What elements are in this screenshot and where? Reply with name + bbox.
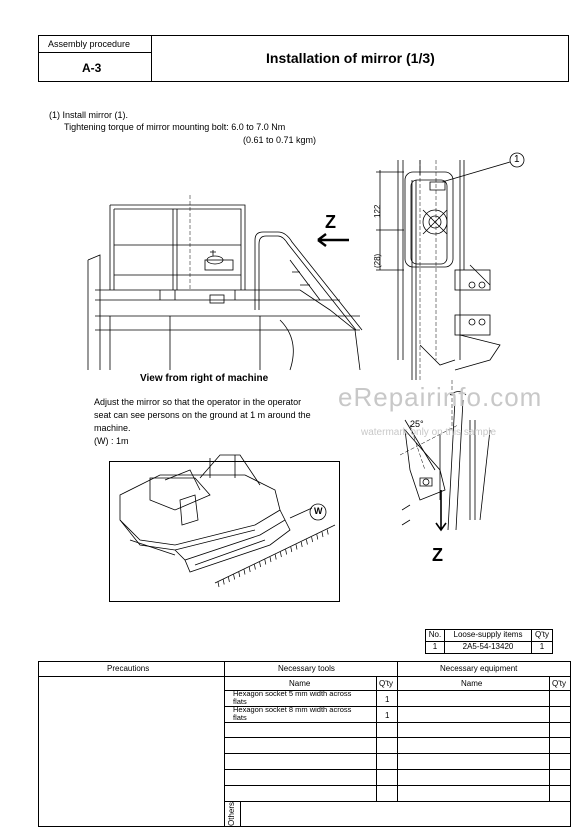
bottom-header-divider <box>38 676 571 677</box>
ground-hatch-tick <box>317 535 318 540</box>
equip-name-col: Name <box>461 679 483 688</box>
others-label: Others <box>227 801 236 826</box>
parts-table <box>425 629 553 654</box>
section-code: A-3 <box>82 61 102 75</box>
watermark-main: eRepairinfo.com <box>338 382 543 412</box>
row-line <box>224 801 571 802</box>
adjust-line-1: Adjust the mirror so that the operator in the operator <box>94 397 302 407</box>
tool-qty-1: 1 <box>385 695 390 704</box>
section-label: Assembly procedure <box>48 39 131 49</box>
callout-number: 1 <box>514 154 520 165</box>
step1-text: (1) Install mirror (1). <box>49 110 129 120</box>
parts-header-item: Loose-supply items <box>445 630 532 642</box>
row-line <box>224 737 571 738</box>
ground-hatch-tick <box>239 572 240 577</box>
ground-hatch-tick <box>265 560 266 565</box>
parts-row-qty: 1 <box>532 642 553 654</box>
row-line <box>224 785 571 786</box>
ground-hatch-tick <box>249 567 250 572</box>
ground-hatch-tick <box>322 532 323 537</box>
tools-header: Necessary tools <box>278 664 335 673</box>
dim-28: (28) <box>373 253 382 268</box>
ground-hatch-tick <box>301 542 302 547</box>
tool-name-1: Hexagon socket 5 mm width across flats <box>233 689 352 706</box>
tool-name-2: Hexagon socket 8 mm width across flats <box>233 705 352 722</box>
parts-header-qty: Q'ty <box>532 630 553 642</box>
ground-hatch-tick <box>234 575 235 580</box>
ground-hatch-tick <box>327 530 328 535</box>
equip-qty-col: Q'ty <box>552 679 566 688</box>
col-divider-qty1 <box>376 676 377 801</box>
ground-hatch-tick <box>312 537 313 542</box>
row-line <box>224 722 571 723</box>
col-divider-2 <box>397 661 398 801</box>
ground-hatch-tick <box>275 555 276 560</box>
row-line <box>224 769 571 770</box>
ground-hatch-tick <box>286 550 287 555</box>
tool-qty-2: 1 <box>385 711 390 720</box>
equipment-header: Necessary equipment <box>440 664 518 673</box>
w-label: W <box>314 506 323 516</box>
row-line <box>224 753 571 754</box>
ground-hatch-tick <box>228 577 229 582</box>
precautions-header: Precautions <box>107 664 150 673</box>
col-divider-qty2 <box>549 676 550 801</box>
ground-hatch-tick <box>244 570 245 575</box>
z-label-lower: Z <box>432 545 443 565</box>
ground-hatch-tick <box>260 562 261 567</box>
adjust-line-3: machine. <box>94 423 131 433</box>
adjust-line-2: seat can see persons on the ground at 1 m around the <box>94 410 311 420</box>
z-label-upper: Z <box>325 212 336 232</box>
parts-row-item: 2A5-54-13420 <box>445 642 532 654</box>
tools-qty-col: Q'ty <box>379 679 393 688</box>
ground-hatch-tick <box>291 547 292 552</box>
dim-122: 122 <box>373 204 382 218</box>
view-caption: View from right of machine <box>140 373 269 384</box>
ground-hatch-tick <box>218 582 219 587</box>
others-divider <box>240 801 241 827</box>
adjust-line-4: (W) : 1m <box>94 436 129 446</box>
ground-hatch-tick <box>254 565 255 570</box>
ground-hatch-tick <box>270 557 271 562</box>
ground-hatch-tick <box>280 552 281 557</box>
parts-row-no: 1 <box>426 642 445 654</box>
parts-header-no: No. <box>426 630 445 642</box>
torque-alt-text: (0.61 to 0.71 kgm) <box>243 135 317 145</box>
ground-hatch-tick <box>223 580 224 585</box>
ground-hatch-tick <box>296 545 297 550</box>
tools-name-col: Name <box>289 679 311 688</box>
angle-label: 25° <box>410 419 424 429</box>
torque-text: Tightening torque of mirror mounting bolt: 6.0 to 7.0 Nm <box>64 122 286 132</box>
col-divider-1 <box>224 661 225 827</box>
watermark-sub: watermark only on this sample <box>361 427 497 438</box>
page-title: Installation of mirror (1/3) <box>266 50 435 66</box>
ground-hatch-tick <box>306 540 307 545</box>
